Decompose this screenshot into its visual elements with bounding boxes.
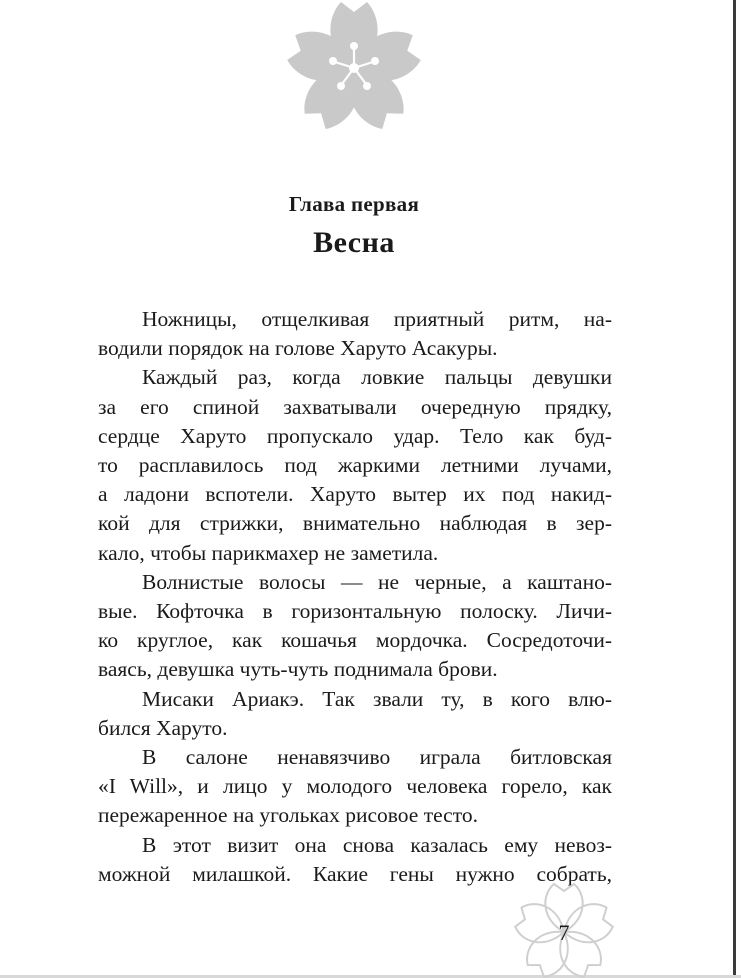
text-line: кой для стрижки, внимательно наблюдая в зер- bbox=[98, 511, 612, 536]
text-line: можной милашкой. Какие гены нужно собрать, bbox=[98, 861, 612, 886]
text-line: В салоне ненавязчиво играла битловская bbox=[142, 745, 612, 770]
text-line: пережаренное на угольках рисовое тесто. bbox=[98, 803, 478, 828]
text-line: Каждый раз, когда ловкие пальцы девушки bbox=[142, 365, 612, 390]
text-line: сердце Харуто пропускало удар. Тело как буд- bbox=[98, 423, 612, 448]
paragraph bbox=[98, 568, 612, 685]
paragraph bbox=[98, 305, 612, 363]
chapter-title: Весна bbox=[313, 226, 395, 259]
text-line: ко круглое, как кошачья мордочка. Сосредоточи- bbox=[98, 628, 612, 653]
text-line: бился Харуто. bbox=[98, 715, 228, 740]
body-text bbox=[98, 305, 612, 889]
text-line: «I Will», и лицо у молодого человека горело, как bbox=[98, 774, 612, 799]
page-number: 7 bbox=[558, 920, 570, 945]
sakura-blossom-icon bbox=[286, 0, 422, 136]
text-line: водили порядок на голове Харуто Асакуры. bbox=[98, 336, 498, 361]
text-line: за его спиной захватывали очередную прядку, bbox=[98, 394, 612, 419]
text-line: Волнистые волосы — не черные, а каштано- bbox=[142, 569, 612, 594]
paragraph bbox=[98, 831, 612, 889]
text-line: Мисаки Ариакэ. Так звали ту, в кого влю- bbox=[142, 686, 612, 711]
text-line: В этот визит она снова казалась ему невоз- bbox=[142, 832, 612, 857]
paragraph bbox=[98, 685, 612, 743]
text-line: вые. Кофточка в горизонтальную полоску. Личи- bbox=[98, 599, 612, 624]
text-line: то расплавилось под жаркими летними лучами, bbox=[98, 453, 612, 478]
text-line: ваясь, девушка чуть-чуть поднимала брови. bbox=[98, 657, 498, 682]
paragraph bbox=[98, 363, 612, 567]
chapter-label: Глава первая bbox=[288, 192, 420, 216]
text-line: а ладони вспотели. Харуто вытер их под накид- bbox=[98, 482, 612, 507]
text-line: кало, чтобы парикмахер не заметила. bbox=[98, 540, 439, 565]
paragraph bbox=[98, 743, 612, 831]
text-line: Ножницы, отщелкивая приятный ритм, на- bbox=[142, 307, 612, 331]
